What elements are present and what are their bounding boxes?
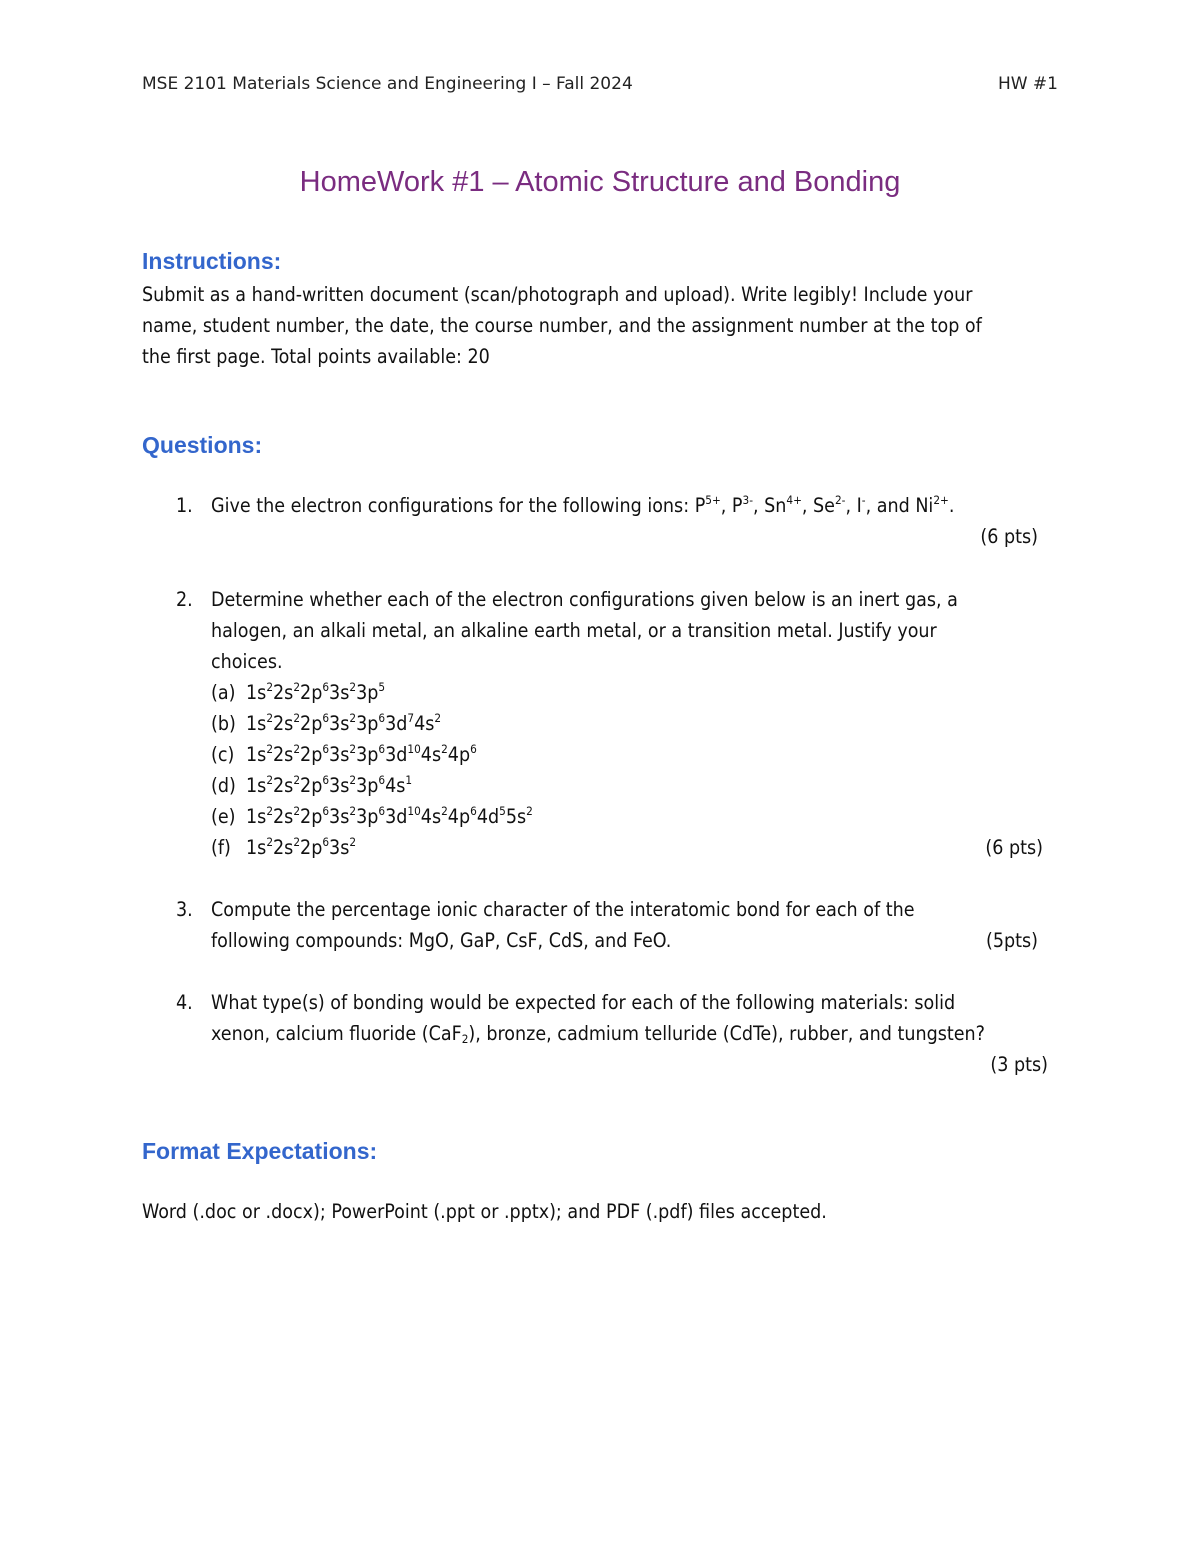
format-text: Word (.doc or .docx); PowerPoint (.ppt or .pptx); and PDF (.pdf) files accepted. bbox=[142, 1200, 827, 1223]
question-1-prefix: Give the electron configurations for the following ions: bbox=[211, 494, 695, 517]
ion: I- bbox=[856, 492, 866, 517]
question-points: (6 pts) bbox=[985, 836, 1043, 859]
electron-config: $1s^22s^22p^63s^23p^63d^{10}4s^24p^6$ bbox=[246, 741, 477, 766]
ion: $Se^{2-}$ bbox=[813, 492, 846, 517]
question-number: 3. bbox=[176, 898, 193, 921]
electron-config: $1s^22s^22p^63s^23p^63d^74s^2$ bbox=[246, 710, 442, 735]
page-title: HomeWork #1 – Atomic Structure and Bonding bbox=[299, 166, 901, 198]
question-points: (3 pts) bbox=[990, 1053, 1048, 1076]
config-label: (b) bbox=[211, 712, 236, 735]
config-label: (d) bbox=[211, 774, 236, 797]
question-3-line: following compounds: MgO, GaP, CsF, CdS, and FeO. bbox=[211, 929, 672, 952]
config-label: (e) bbox=[211, 805, 236, 828]
instructions-heading: Instructions: bbox=[142, 248, 282, 274]
question-3-line: Compute the percentage ionic character of the interatomic bond for each of the bbox=[211, 898, 915, 921]
format-heading: Format Expectations: bbox=[142, 1138, 378, 1164]
ion: $P^{5+}$ bbox=[694, 492, 721, 517]
instructions-line: the first page. Total points available: 20 bbox=[142, 345, 490, 368]
question-points: (6 pts) bbox=[980, 525, 1038, 548]
config-label: (a) bbox=[211, 681, 236, 704]
course-header: MSE 2101 Materials Science and Engineering I – Fall 2024 bbox=[142, 74, 633, 94]
ion: $P^{3-}$ bbox=[731, 492, 753, 517]
config-label: (f) bbox=[211, 836, 231, 859]
questions-heading: Questions: bbox=[142, 432, 263, 458]
question-1-text: Give the electron configurations for the following ions: $P^{5+}$, $P^{3-}$, $Sn^{4+}$, $Se^{2-}$, I-, and $Ni^{2+}$. bbox=[211, 492, 955, 517]
question-number: 4. bbox=[176, 991, 193, 1014]
question-4-line: xenon, calcium fluoride (CaF$_2$), bronze, cadmium telluride (CdTe), rubber, and tungsten? bbox=[211, 1022, 985, 1046]
ion: $Sn^{4+}$ bbox=[764, 492, 802, 517]
hw-label: HW #1 bbox=[997, 74, 1058, 94]
electron-config: $1s^22s^22p^63s^23p^63d^{10}4s^24p^64d^55s^2$ bbox=[246, 803, 533, 828]
instructions-line: Submit as a hand-written document (scan/photograph and upload). Write legibly! Include your bbox=[142, 283, 973, 306]
question-2-line: choices. bbox=[211, 650, 283, 673]
question-2-line: halogen, an alkali metal, an alkaline earth metal, or a transition metal. Justify your bbox=[211, 619, 937, 642]
question-number: 1. bbox=[176, 494, 193, 517]
electron-config: $1s^22s^22p^63s^23p^5$ bbox=[246, 679, 386, 704]
electron-config: $1s^22s^22p^63s^23p^64s^1$ bbox=[246, 772, 413, 797]
question-2-line: Determine whether each of the electron configurations given below is an inert gas, a bbox=[211, 588, 958, 611]
question-points: (5pts) bbox=[985, 929, 1038, 952]
question-4-line: What type(s) of bonding would be expected for each of the following materials: solid bbox=[211, 991, 956, 1014]
electron-config: $1s^22s^22p^63s^2$ bbox=[246, 834, 357, 859]
ion: $Ni^{2+}$ bbox=[915, 492, 949, 517]
config-label: (c) bbox=[211, 743, 235, 766]
instructions-line: name, student number, the date, the course number, and the assignment number at the top of bbox=[142, 314, 982, 337]
question-number: 2. bbox=[176, 588, 193, 611]
